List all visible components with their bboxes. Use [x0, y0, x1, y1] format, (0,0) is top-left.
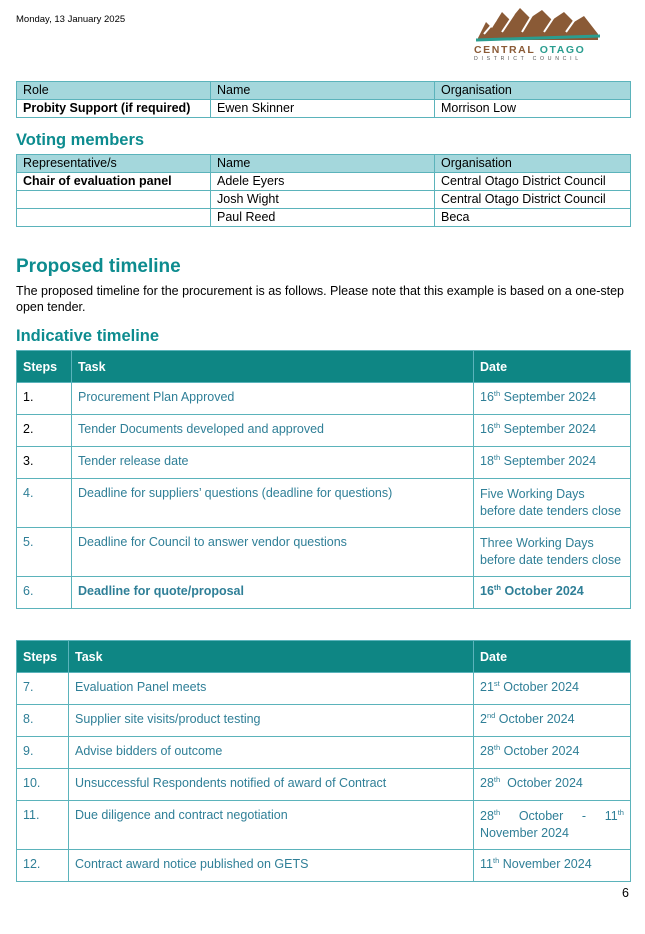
header-cell: Role — [17, 82, 211, 100]
header-cell: Representative/s — [17, 155, 211, 173]
table-row — [17, 769, 631, 801]
step-cell: 7. — [17, 673, 69, 705]
table-header-row — [17, 155, 631, 173]
table-header-row — [17, 641, 631, 673]
date-cell: 18th September 2024 — [474, 447, 631, 479]
header-cell: Steps — [17, 351, 72, 383]
organisation-cell: Morrison Low — [435, 100, 631, 118]
step-cell: 3. — [17, 447, 72, 479]
header-cell: Task — [69, 641, 474, 673]
task-cell: Deadline for suppliers’ questions (deadline for questions) — [72, 479, 474, 528]
organisation-cell: Central Otago District Council — [435, 173, 631, 191]
date-cell: 21st October 2024 — [474, 673, 631, 705]
proposed-timeline-heading: Proposed timeline — [16, 256, 181, 277]
step-cell: 10. — [17, 769, 69, 801]
table-row — [17, 577, 631, 609]
header-cell: Date — [474, 351, 631, 383]
timeline-table-2 — [16, 640, 631, 882]
table-row — [17, 801, 631, 850]
table-row — [17, 705, 631, 737]
voting-table — [16, 154, 631, 227]
step-cell: 11. — [17, 801, 69, 850]
header-cell: Organisation — [435, 155, 631, 173]
timeline-intro: The proposed timeline for the procurement is as follows. Please note that this example is based on a one-step open tender. — [16, 284, 624, 314]
step-cell: 1. — [17, 383, 72, 415]
table-row — [17, 191, 631, 209]
indicative-timeline-heading: Indicative timeline — [16, 327, 160, 345]
name-cell: Paul Reed — [211, 209, 435, 227]
task-cell: Contract award notice published on GETS — [69, 850, 474, 882]
header-cell: Organisation — [435, 82, 631, 100]
header-cell: Date — [474, 641, 631, 673]
step-cell: 4. — [17, 479, 72, 528]
logo-subtitle: DISTRICT COUNCIL — [474, 56, 582, 62]
table-row — [17, 447, 631, 479]
task-cell: Due diligence and contract negotiation — [69, 801, 474, 850]
date-cell: 2nd October 2024 — [474, 705, 631, 737]
date-cell: 16th September 2024 — [474, 383, 631, 415]
table-row — [17, 479, 631, 528]
step-cell: 6. — [17, 577, 72, 609]
logo-wordmark: CENTRAL OTAGO — [474, 44, 586, 56]
date-cell: 28th October - 11th November 2024 — [474, 801, 631, 850]
table-header-row — [17, 82, 631, 100]
table-header-row — [17, 351, 631, 383]
task-cell: Evaluation Panel meets — [69, 673, 474, 705]
probity-table — [16, 81, 631, 118]
table-row — [17, 673, 631, 705]
date-cell: 28th October 2024 — [474, 769, 631, 801]
table-row — [17, 415, 631, 447]
representative-cell — [17, 191, 211, 209]
step-cell: 8. — [17, 705, 69, 737]
mountains-icon — [476, 4, 600, 42]
date-cell: 11th November 2024 — [474, 850, 631, 882]
task-cell: Supplier site visits/product testing — [69, 705, 474, 737]
representative-cell: Chair of evaluation panel — [17, 173, 211, 191]
date-cell: Five Working Days before date tenders close — [474, 479, 631, 528]
task-cell: Deadline for Council to answer vendor questions — [72, 528, 474, 577]
date-cell: 28th October 2024 — [474, 737, 631, 769]
representative-cell — [17, 209, 211, 227]
header-cell: Name — [211, 82, 435, 100]
date-cell: Three Working Days before date tenders close — [474, 528, 631, 577]
table-row — [17, 528, 631, 577]
task-cell: Deadline for quote/proposal — [72, 577, 474, 609]
step-cell: 12. — [17, 850, 69, 882]
role-cell: Probity Support (if required) — [17, 100, 211, 118]
header-cell: Name — [211, 155, 435, 173]
organisation-cell: Beca — [435, 209, 631, 227]
council-logo — [472, 4, 630, 64]
organisation-cell: Central Otago District Council — [435, 191, 631, 209]
voting-members-heading: Voting members — [16, 131, 145, 149]
step-cell: 2. — [17, 415, 72, 447]
header-cell: Steps — [17, 641, 69, 673]
page-number: 6 — [622, 886, 629, 900]
task-cell: Tender release date — [72, 447, 474, 479]
table-row — [17, 100, 631, 118]
header-cell: Task — [72, 351, 474, 383]
table-row — [17, 209, 631, 227]
name-cell: Josh Wight — [211, 191, 435, 209]
step-cell: 5. — [17, 528, 72, 577]
table-row — [17, 850, 631, 882]
name-cell: Ewen Skinner — [211, 100, 435, 118]
table-row — [17, 383, 631, 415]
name-cell: Adele Eyers — [211, 173, 435, 191]
table-row — [17, 737, 631, 769]
step-cell: 9. — [17, 737, 69, 769]
task-cell: Procurement Plan Approved — [72, 383, 474, 415]
task-cell: Tender Documents developed and approved — [72, 415, 474, 447]
table-row — [17, 173, 631, 191]
header-date: Monday, 13 January 2025 — [16, 14, 126, 25]
task-cell: Unsuccessful Respondents notified of award of Contract — [69, 769, 474, 801]
task-cell: Advise bidders of outcome — [69, 737, 474, 769]
date-cell: 16th October 2024 — [474, 577, 631, 609]
date-cell: 16th September 2024 — [474, 415, 631, 447]
timeline-table-1 — [16, 350, 631, 609]
